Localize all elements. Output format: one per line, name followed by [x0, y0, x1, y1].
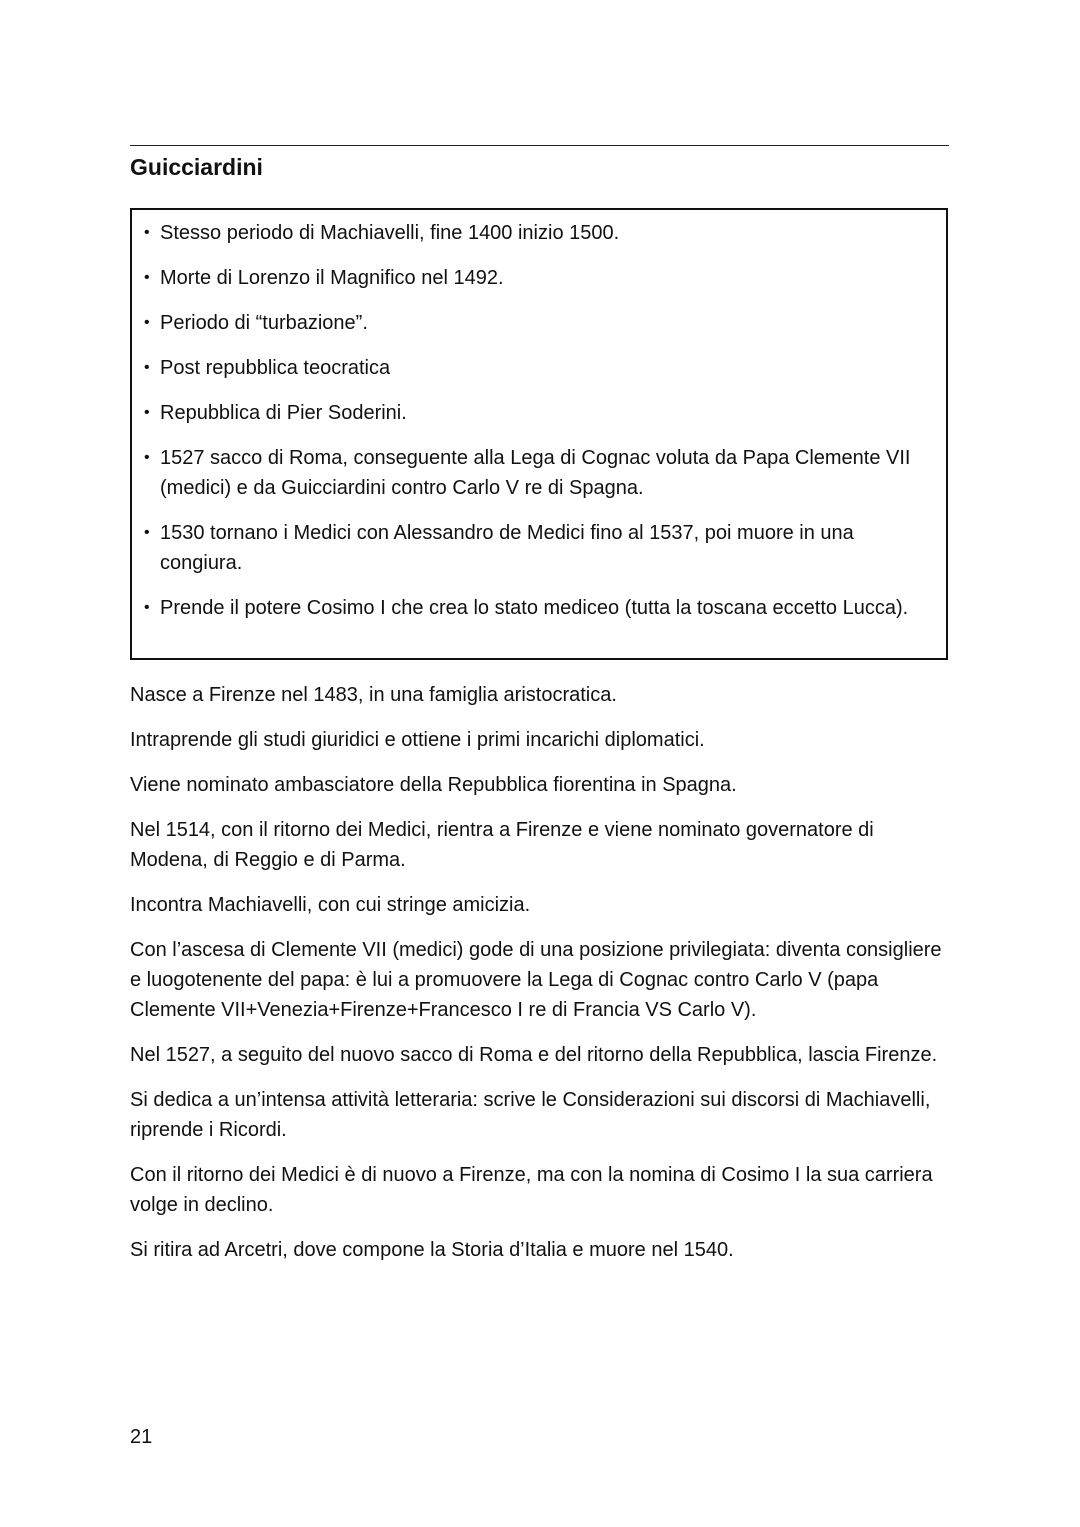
bullet-icon: •	[144, 449, 150, 466]
paragraph: Si ritira ad Arcetri, dove compone la Storia d’Italia e muore nel 1540.	[130, 1239, 734, 1261]
bullet-icon: •	[144, 359, 150, 376]
paragraph: Si dedica a un’intensa attività letteraria: scrive le Considerazioni sui discorsi di Machiavelli, riprende i Ricordi.	[130, 1089, 931, 1141]
section-divider	[130, 145, 949, 146]
bullet-icon: •	[144, 404, 150, 421]
paragraph: Con il ritorno dei Medici è di nuovo a Firenze, ma con la nomina di Cosimo I la sua carriera volge in declino.	[130, 1164, 933, 1216]
paragraph: Nasce a Firenze nel 1483, in una famiglia aristocratica.	[130, 684, 617, 706]
summary-item: • Prende il potere Cosimo I che crea lo stato mediceo (tutta la toscana eccetto Lucca).	[132, 593, 946, 623]
paragraph: Con l’ascesa di Clemente VII (medici) gode di una posizione privilegiata: diventa consigliere e luogotenente del papa: è lui a promuovere la Lega di Cognac contro Carlo V (papa Clemente VII+Venezia+Firenze+Francesco I re di Francia VS Carlo V).	[130, 939, 942, 1021]
paragraph: Viene nominato ambasciatore della Repubblica fiorentina in Spagna.	[130, 774, 737, 796]
paragraph: Nel 1527, a seguito del nuovo sacco di Roma e del ritorno della Repubblica, lascia Firenze.	[130, 1044, 938, 1066]
summary-item: • Morte di Lorenzo il Magnifico nel 1492.	[132, 263, 946, 293]
paragraph: Nel 1514, con il ritorno dei Medici, rientra a Firenze e viene nominato governatore di Modena, di Reggio e di Parma.	[130, 819, 874, 871]
body-text	[130, 680, 950, 1280]
bullet-icon: •	[144, 314, 150, 331]
section-title: Guicciardini	[130, 154, 263, 180]
summary-item: • Stesso periodo di Machiavelli, fine 1400 inizio 1500.	[132, 218, 946, 248]
summary-item: • Repubblica di Pier Soderini.	[132, 398, 946, 428]
paragraph: Incontra Machiavelli, con cui stringe amicizia.	[130, 894, 531, 916]
summary-box	[130, 208, 948, 660]
paragraph: Intraprende gli studi giuridici e ottiene i primi incarichi diplomatici.	[130, 729, 705, 751]
bullet-icon: •	[144, 599, 150, 616]
bullet-icon: •	[144, 224, 150, 241]
summary-list	[132, 210, 946, 623]
bullet-icon: •	[144, 524, 150, 541]
page-number: 21	[130, 1426, 153, 1448]
summary-item: • 1527 sacco di Roma, conseguente alla Lega di Cognac voluta da Papa Clemente VII (medici) e da Guicciardini contro Carlo V re di Spagna.	[132, 443, 946, 503]
summary-item: • Periodo di “turbazione”.	[132, 308, 946, 338]
summary-item: • 1530 tornano i Medici con Alessandro de Medici fino al 1537, poi muore in una congiura.	[132, 518, 946, 578]
bullet-icon: •	[144, 269, 150, 286]
summary-item: • Post repubblica teocratica	[132, 353, 946, 383]
